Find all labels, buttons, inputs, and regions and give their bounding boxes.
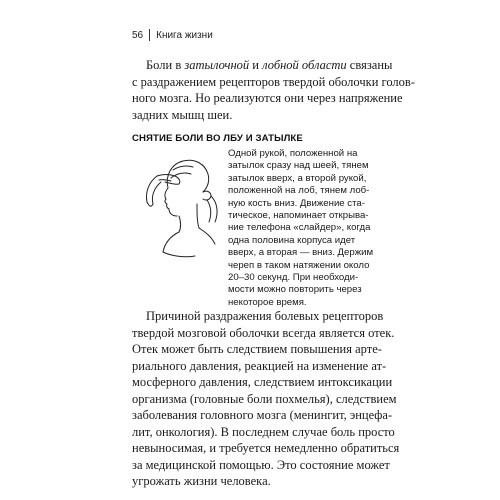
emphasis-occipital: затылочной <box>184 58 250 72</box>
instruction-line: ную кость вниз. Движение ста- <box>228 197 365 209</box>
page-number: 56 <box>132 29 144 41</box>
body-paragraph <box>132 308 400 490</box>
section-heading: СНЯТИЕ БОЛИ ВО ЛБУ И ЗАТЫЛКЕ <box>132 133 303 144</box>
body-line: лит, онкология). В последнем случае боль просто <box>132 424 395 439</box>
body-line: организма (головные боли похмелья), следствием <box>132 391 397 406</box>
intro-line: задних мышц шеи. <box>132 107 233 122</box>
instruction-line: 20–30 секунд. При необходи- <box>228 272 359 284</box>
intro-paragraph <box>132 57 415 123</box>
intro-line: Боли в затылочной и лобной области связаны <box>146 58 393 72</box>
body-line: за медицинской помощью. Это состояние может <box>132 457 390 472</box>
instruction-line: мости можно повторить через <box>228 284 362 296</box>
header-divider <box>149 29 150 41</box>
body-line: Причиной раздражения болевых рецепторов <box>146 309 384 323</box>
instruction-line: череп в таком натяжении около <box>228 259 370 271</box>
exercise-instructions <box>228 148 380 309</box>
instruction-line: Одной рукой, положенной на <box>228 148 358 159</box>
instruction-line: некоторое время. <box>228 296 307 308</box>
head-stretch-illustration <box>135 148 225 260</box>
instruction-line: тическое, напоминает открыва- <box>228 210 369 222</box>
body-line: невыносимая, и требуется немедленно обратиться <box>132 441 400 455</box>
body-line: заболевания головного мозга (менингит, энцефа- <box>132 408 393 422</box>
body-line: мосферного давления, следствием интоксикации <box>132 375 393 389</box>
intro-line: с раздражением рецепторов твердой оболочки голов- <box>132 74 415 89</box>
body-line: угрожать жизни человека. <box>132 474 271 488</box>
intro-line: ного мозга. Но реализуются они через напряжение <box>132 91 403 105</box>
instruction-line: затылок вверх, а второй рукой, <box>228 172 367 184</box>
instruction-line: положенной на лоб, тянем лоб- <box>228 185 370 197</box>
body-line: Отек может быть следствием повышения арте- <box>132 342 382 356</box>
emphasis-frontal: лобной области <box>262 58 347 72</box>
instruction-line: ние телефона «слайдер», когда <box>228 222 371 234</box>
instruction-line: затылок сразу над шеей, тянем <box>228 160 369 172</box>
body-line: твердой мозговой оболочки всегда является отек. <box>132 325 395 340</box>
instruction-line: одна половина корпуса идет <box>228 234 356 246</box>
book-title: Книга жизни <box>156 29 213 41</box>
instruction-line: вверх, а вторая — вниз. Держим <box>228 247 374 259</box>
body-line: риального давления, реакцией на изменение ат- <box>132 358 387 373</box>
running-head <box>132 29 213 41</box>
